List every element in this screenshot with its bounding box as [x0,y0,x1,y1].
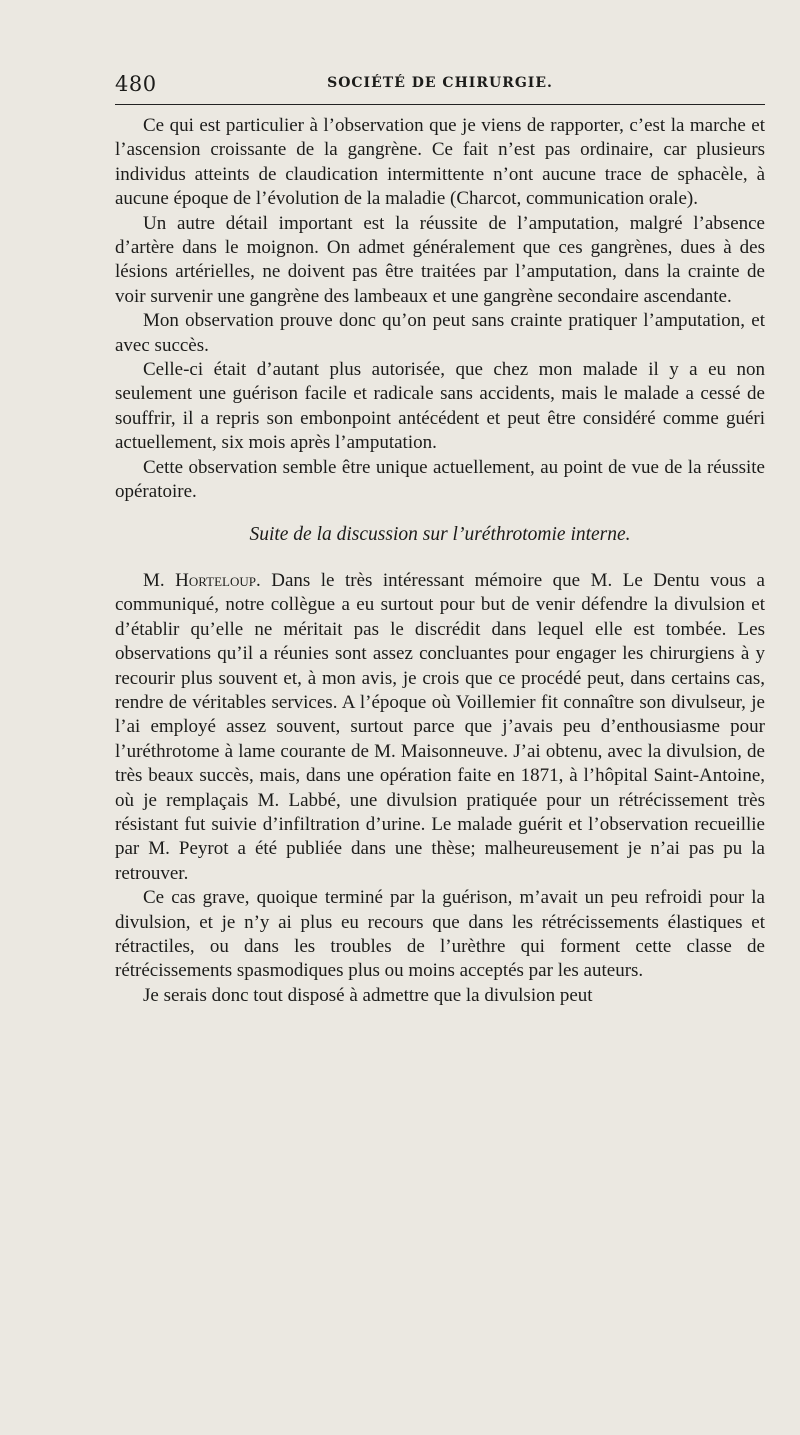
header-rule [115,104,765,105]
paragraph: Ce cas grave, quoique terminé par la guérison, m’avait un peu refroidi pour la divulsion, et je n’y ai plus eu recours que dans les rétrécissements élastiques et rétractiles, ou dans les troubles de l’urèthre qui forment cette classe de rétrécissements spasmodiques plus ou moins acceptés par les auteurs. [115,887,765,982]
page-header [115,72,765,102]
paragraph-text: Dans le très intéressant mémoire que M. Le Dentu vous a communiqué, notre collègue a eu surtout pour but de venir défendre la divulsion et d’établir qu’elle ne méritait pas le discrédit dans lequel elle est tombée. Les observations qu’il a réunies sont assez concluantes pour engager les chirurgiens à y recourir plus souvent et, à mon avis, je crois que ce procédé peut, dans certains cas, rendre de véritables services. A l’époque où Voillemier fit connaître son divulseur, je l’ai employé assez souvent, surtout parce que j’avais peu d’enthousiasme pour l’uréthrotome à lame courante de M. Maisonneuve. J’ai obtenu, avec la divulsion, de très beaux succès, mais, dans une opération faite en 1871, à l’hôpital Saint-Antoine, où je remplaçais M. Labbé, une divulsion pratiquée pour un rétrécissement très résistant fut suivie d’infiltration d’urine. Le malade guérit et l’observation recueillie par M. Peyrot a été publiée dans une thèse; malheureusement je n’ai pas pu la retrouver. [115,569,765,884]
paragraph [115,569,765,886]
running-title: SOCIÉTÉ DE CHIRURGIE. [327,75,553,91]
paragraph: Un autre détail important est la réussite de l’amputation, malgré l’absence d’artère dans le moignon. On admet généralement que ces gangrènes, dues à des lésions artérielles, ne doivent pas être traitées par l’amputation, dans la crainte de voir survenir une gangrène des lambeaux et une gangrène secondaire ascendante. [115,212,765,307]
page-number: 480 [115,72,157,96]
paragraph: Cette observation semble être unique actuellement, au point de vue de la réussite opératoire. [115,456,765,503]
page-body [115,114,765,1008]
section-title: Suite de la discussion sur l’uréthrotomie interne. [249,523,631,545]
paragraph: Ce qui est particulier à l’observation que je viens de rapporter, c’est la marche et l’ascension croissante de la gangrène. Ce fait n’est pas ordinaire, car plusieurs individus atteints de claudication intermittente n’ont aucune trace de sphacèle, à aucune époque de l’évolution de la maladie (Charcot, communication orale). [115,115,765,210]
speaker-name: M. Horteloup. [143,569,261,591]
paragraph: Celle-ci était d’autant plus autorisée, que chez mon malade il y a eu non seulement une guérison facile et radicale sans accidents, mais le malade a cessé de souffrir, il a repris son embonpoint antécédent et peut être considéré comme guéri actuellement, six mois après l’amputation. [115,359,765,454]
paragraph: Je serais donc tout disposé à admettre que la divulsion peut [143,984,593,1006]
paragraph: Mon observation prouve donc qu’on peut sans crainte pratiquer l’amputation, et avec succès. [115,310,765,356]
